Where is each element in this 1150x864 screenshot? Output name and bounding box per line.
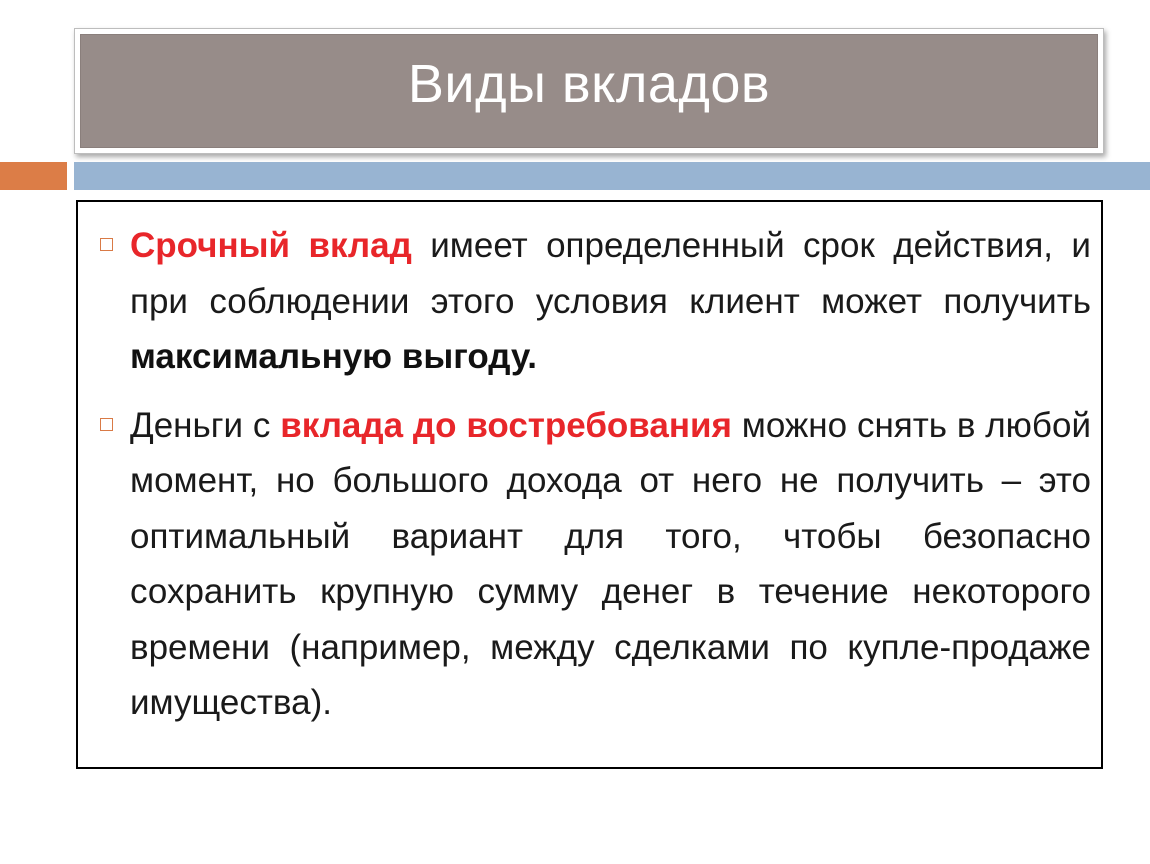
bullet-paragraph [130, 398, 1091, 731]
slide-title-frame [74, 28, 1104, 154]
demand-deposit-intro: Деньги с [130, 405, 281, 445]
orange-accent-bar [0, 162, 67, 190]
bullet-list [92, 218, 1091, 744]
max-benefit-emphasis: максимальную выгоду. [130, 337, 537, 376]
bullet-item-demand-deposit [92, 398, 1091, 731]
demand-deposit-label: вклада до востребования [280, 405, 732, 445]
term-deposit-label: Срочный вклад [130, 226, 412, 265]
term-deposit-description: имеет определенный срок действия, и при соблюдении этого условия клиент может получить [130, 226, 1091, 321]
bullet-paragraph [130, 218, 1091, 385]
square-bullet-icon [100, 418, 113, 431]
blue-accent-bar [74, 162, 1150, 190]
content-box [76, 200, 1103, 769]
square-bullet-icon [100, 238, 113, 251]
demand-deposit-description: можно снять в любой момент, но большого дохода от него не получить – это оптимальный вариант для того, чтобы безопасно сохранить крупную сумму денег в течение некоторого времени (например, между сделками по купле-продаже имущества). [130, 405, 1091, 722]
bullet-item-term-deposit [92, 218, 1091, 385]
slide-title: Виды вкладов [407, 54, 771, 114]
slide-title-banner [80, 34, 1098, 148]
